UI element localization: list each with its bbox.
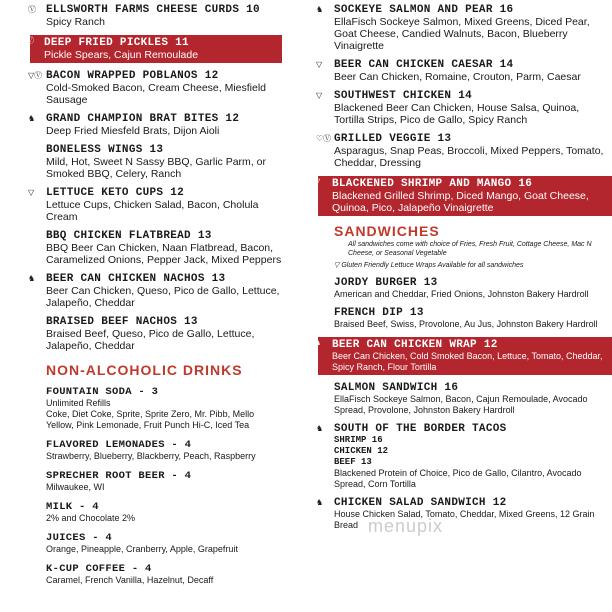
tacos-option: SHRIMP 16 [334,434,383,445]
dietary-mark-icon: ♞ [314,337,322,347]
dietary-mark-icon: ▽ [316,91,323,100]
chicken-salad-title: CHICKEN SALAD SANDWICH 12 [334,496,507,509]
menu-item [316,133,612,169]
drink-item [32,501,282,524]
menu-item [316,59,612,83]
menu-item [28,273,282,309]
menu-item [28,4,282,28]
drink-title: FLAVORED LEMONADES - 4 [46,439,192,451]
dietary-mark-icon: ♡Ⓥ [316,134,332,143]
drink-description: Caramel, French Vanilla, Hazelnut, Decaff [46,575,214,585]
drink-title: SPRECHER ROOT BEER - 4 [46,470,192,482]
menu-item [314,176,612,216]
dietary-mark-icon: Ⓥ [28,5,36,14]
menu-item-title: SALMON SANDWICH 16 [334,381,459,394]
menu-item-description: Braised Beef, Swiss, Provolone, Au Jus, Johnston Bakery Hardroll [334,318,598,329]
chicken-salad-sandwich-item [316,496,612,531]
drink-description: 2% and Chocolate 2% [46,513,136,523]
menu-item [26,35,282,63]
menu-item-description: BBQ Beer Can Chicken, Naan Flatbread, Bacon, Caramelized Onions, Pepper Jack, Mixed Peppers [46,242,282,266]
menu-item-title: BACON WRAPPED POBLANOS 12 [46,70,219,82]
drink-item [32,386,282,431]
menu-item-description: Blackened Grilled Shrimp, Diced Mango, Goat Cheese, Quinoa, Pico, Jalapeño Vinaigrette [332,190,589,214]
sandwiches-note: All sandwiches come with choice of Fries, Fresh Fruit, Cottage Cheese, Mac N Cheese, or Seasonal Vegetable [348,241,592,257]
drink-description: Milwaukee, WI [46,482,105,492]
menu-item-title: ELLSWORTH FARMS CHEESE CURDS 10 [46,4,260,16]
menu-item-title: BEER CAN CHICKEN WRAP 12 [332,338,498,351]
menu-item-description: Pickle Spears, Cajun Remoulade [44,49,199,61]
menu-item [28,113,282,137]
menu-item [320,307,612,330]
drink-item [32,439,282,462]
drink-description: Orange, Pineapple, Cranberry, Apple, Grapefruit [46,544,238,554]
menu-item-description: Lettuce Cups, Chicken Salad, Bacon, Cholula Cream [46,199,259,223]
salads-list [314,4,612,216]
menu-item [316,4,612,52]
menu-item-title: SOCKEYE SALMON AND PEAR 16 [334,4,514,16]
menu-item-description: EllaFisch Sockeye Salmon, Bacon, Cajun Remoulade, Avocado Spread, Provolone, Johnston Bakery Hardroll [334,393,588,415]
drink-title: FOUNTAIN SODA - 3 [46,386,159,398]
drink-description: Unlimited Refills Coke, Diet Coke, Sprite, Sprite Zero, Mr. Pibb, Mello Yellow, Pink Lemonade, Fruit Punch Hi-C, Iced Tea [46,398,255,430]
chicken-salad-mark-icon: ♞ [316,497,324,507]
dietary-mark-icon: ▽ [314,177,321,186]
tacos-title: SOUTH OF THE BORDER TACOS [334,422,507,435]
chicken-salad-desc: House Chicken Salad, Tomato, Cheddar, Mixed Greens, 12 Grain Bread [334,508,595,530]
gluten-free-icon: ▽ [334,262,340,269]
right-column [314,4,612,538]
menu-item-description: Braised Beef, Queso, Pico de Gallo, Lettuce, Jalapeño, Cheddar [46,328,255,352]
dietary-mark-icon: ♞ [28,274,36,283]
menu-item [32,316,282,352]
menu-item-description: Asparagus, Snap Peas, Broccoli, Mixed Peppers, Tomato, Cheddar, Dressing [334,145,604,169]
menu-item [314,337,612,375]
gluten-note: ▽ Gluten Friendly Lettuce Wraps Available for all sandwiches [334,262,524,269]
dietary-mark-icon: ▽ [28,188,35,197]
menu-item [316,90,612,126]
menu-item-description: Beer Can Chicken, Cold Smoked Bacon, Lettuce, Tomato, Cheddar, Spicy Ranch, Flour Tortilla [332,350,603,372]
dietary-mark-icon: ▽ [316,60,323,69]
drink-item [32,470,282,493]
menu-item [28,70,282,106]
drinks-list [32,386,282,586]
tacos-item [316,422,612,490]
menu-item-description: EllaFisch Sockeye Salmon, Mixed Greens, Diced Pear, Goat Cheese, Candied Walnuts, Bacon, Blueberry Vinaigrette [334,16,590,52]
menu-item-title: DEEP FRIED PICKLES 11 [44,37,189,49]
menu-item [320,277,612,300]
drink-item [32,532,282,555]
menu-item-description: Deep Fried Miesfeld Brats, Dijon Aioli [46,125,220,137]
drink-title: MILK - 4 [46,501,99,513]
drink-title: K-CUP COFFEE - 4 [46,563,152,575]
menu-item [320,382,612,416]
sandwiches-heading: SANDWICHES [334,223,440,239]
dietary-mark-icon: ▽Ⓥ [28,71,43,80]
menu-item-description: Beer Can Chicken, Romaine, Crouton, Parm, Caesar [334,71,581,83]
drink-description: Strawberry, Blueberry, Blackberry, Peach, Raspberry [46,451,256,461]
dietary-mark-icon: ♞ [28,114,36,123]
menu-item-title: JORDY BURGER 13 [334,276,438,289]
watermark: menupix [368,516,444,536]
menu-item-title: SOUTHWEST CHICKEN 14 [334,90,473,102]
menu-item-description: Blackened Beer Can Chicken, House Salsa, Quinoa, Tortilla Strips, Pico de Gallo, Spicy Ranch [334,102,580,126]
dietary-mark-icon: ♞ [316,5,324,14]
menu-item-description: Beer Can Chicken, Queso, Pico de Gallo, Lettuce, Jalapeño, Cheddar [46,285,280,309]
drink-item [32,563,282,586]
tacos-option: CHICKEN 12 [334,445,389,456]
drinks-heading: NON-ALCOHOLIC DRINKS [46,362,243,378]
menu-item-title: BBQ CHICKEN FLATBREAD 13 [46,230,212,242]
menu-item [32,144,282,180]
menu-item-title: GRILLED VEGGIE 13 [334,133,452,145]
menu-item-title: GRAND CHAMPION BRAT BITES 12 [46,113,240,125]
menu-item-title: BONELESS WINGS 13 [46,144,164,156]
menu-item-title: BRAISED BEEF NACHOS 13 [46,316,198,328]
tacos-desc: Blackened Protein of Choice, Pico de Gallo, Cilantro, Avocado Spread, Corn Tortilla [334,467,582,489]
menu-item-description: American and Cheddar, Fried Onions, Johnston Bakery Hardroll [334,288,589,299]
appetizers-list [26,4,282,352]
menu-item-title: BEER CAN CHICKEN NACHOS 13 [46,273,226,285]
menu-item-description: Cold-Smoked Bacon, Cream Cheese, Miesfield Sausage [46,82,267,106]
tacos-mark-icon: ♞ [316,423,324,433]
dietary-mark-icon: Ⓥ [26,36,34,45]
sandwiches-list [314,276,612,416]
menu-item-description: Mild, Hot, Sweet N Sassy BBQ, Garlic Parm, or Smoked BBQ, Celery, Ranch [46,156,266,180]
drink-title: JUICES - 4 [46,532,113,544]
tacos-option: BEEF 13 [334,456,372,467]
menu-item [28,187,282,223]
left-column [26,4,282,594]
menu-item [32,230,282,266]
menu-item-title: FRENCH DIP 13 [334,306,424,319]
menu-item-description: Spicy Ranch [46,16,105,28]
menu-item-title: LETTUCE KETO CUPS 12 [46,187,185,199]
menu-item-title: BLACKENED SHRIMP AND MANGO 16 [332,178,533,190]
menu-item-title: BEER CAN CHICKEN CAESAR 14 [334,59,514,71]
